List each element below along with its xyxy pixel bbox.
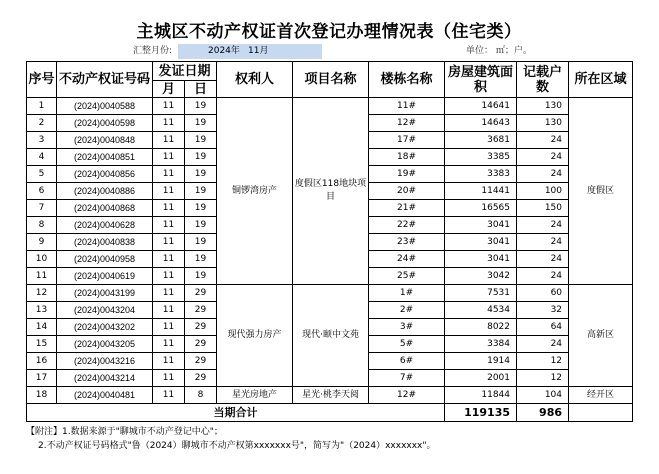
cell-cert-no: (2024)0043199 [57, 285, 153, 302]
cell-owner: 铜锣湾房产 [217, 98, 293, 285]
summary-year: 2024年 [208, 46, 240, 56]
cell-households: 24 [517, 336, 569, 353]
cell-households: 12 [517, 370, 569, 387]
cell-seq: 6 [27, 183, 57, 200]
cell-households: 104 [517, 387, 569, 404]
table-row [27, 98, 633, 115]
cell-cert-no: (2024)0040588 [57, 98, 153, 115]
cell-project: 现代·颐中文苑 [293, 285, 369, 387]
cell-month: 11 [153, 353, 185, 370]
cell-cert-no: (2024)0043214 [57, 370, 153, 387]
table-row [27, 387, 633, 404]
header-day: 日 [185, 81, 217, 98]
cell-cert-no: (2024)0040851 [57, 149, 153, 166]
cell-building: 1# [369, 285, 445, 302]
cell-cert-no: (2024)0043202 [57, 319, 153, 336]
summary-month: 11月 [248, 46, 269, 56]
cell-building: 20# [369, 183, 445, 200]
cell-owner: 现代强力房产 [217, 285, 293, 387]
cell-seq: 15 [27, 336, 57, 353]
cell-day: 19 [185, 149, 217, 166]
cell-cert-no: (2024)0043216 [57, 353, 153, 370]
cell-cert-no: (2024)0040886 [57, 183, 153, 200]
cell-month: 11 [153, 183, 185, 200]
note-1: 【附注】1.数据来源于"聊城市不动产登记中心"； [26, 427, 223, 437]
cell-households: 12 [517, 353, 569, 370]
cell-building: 3# [369, 319, 445, 336]
cell-month: 11 [153, 387, 185, 404]
total-households: 986 [517, 404, 569, 422]
cell-day: 19 [185, 115, 217, 132]
cell-households: 100 [517, 183, 569, 200]
cell-seq: 14 [27, 319, 57, 336]
cell-building: 6# [369, 353, 445, 370]
cell-day: 29 [185, 353, 217, 370]
cell-cert-no: (2024)0040598 [57, 115, 153, 132]
cell-cert-no: (2024)0043205 [57, 336, 153, 353]
cell-seq: 9 [27, 234, 57, 251]
cell-cert-no: (2024)0040628 [57, 217, 153, 234]
cell-building: 12# [369, 387, 445, 404]
cell-area: 3383 [445, 166, 517, 183]
cell-district: 度假区 [569, 98, 633, 285]
cell-cert-no: (2024)0040868 [57, 200, 153, 217]
cell-building: 2# [369, 302, 445, 319]
cell-month: 11 [153, 336, 185, 353]
cell-cert-no: (2024)0043204 [57, 302, 153, 319]
cell-seq: 1 [27, 98, 57, 115]
cell-month: 11 [153, 217, 185, 234]
cell-households: 24 [517, 149, 569, 166]
cell-seq: 8 [27, 217, 57, 234]
cell-building: 7# [369, 370, 445, 387]
cell-day: 19 [185, 183, 217, 200]
notes [26, 425, 632, 453]
registration-table [26, 61, 633, 422]
cell-month: 11 [153, 285, 185, 302]
cell-day: 29 [185, 370, 217, 387]
header-owner: 权利人 [217, 62, 293, 98]
header-seq: 序号 [27, 62, 57, 98]
cell-households: 150 [517, 200, 569, 217]
cell-day: 19 [185, 166, 217, 183]
cell-day: 19 [185, 217, 217, 234]
cell-cert-no: (2024)0040848 [57, 132, 153, 149]
cell-owner: 星光房地产 [217, 387, 293, 404]
cell-area: 14643 [445, 115, 517, 132]
cell-area: 16565 [445, 200, 517, 217]
cell-month: 11 [153, 234, 185, 251]
cell-month: 11 [153, 319, 185, 336]
cell-households: 24 [517, 132, 569, 149]
cell-households: 32 [517, 302, 569, 319]
cell-area: 11441 [445, 183, 517, 200]
cell-building: 22# [369, 217, 445, 234]
summary-bar [26, 44, 632, 59]
page-title: 主城区不动产权证首次登记办理情况表（住宅类） [136, 22, 522, 42]
cell-day: 19 [185, 234, 217, 251]
cell-area: 7531 [445, 285, 517, 302]
cell-seq: 12 [27, 285, 57, 302]
cell-day: 29 [185, 336, 217, 353]
cell-cert-no: (2024)0040481 [57, 387, 153, 404]
header-building: 楼栋名称 [369, 62, 445, 98]
unit-label: 单位： ㎡；户。 [466, 46, 532, 56]
cell-households: 24 [517, 268, 569, 285]
cell-seq: 13 [27, 302, 57, 319]
cell-area: 4534 [445, 302, 517, 319]
cell-day: 19 [185, 98, 217, 115]
cell-day: 19 [185, 132, 217, 149]
cell-households: 24 [517, 217, 569, 234]
cell-area: 8022 [445, 319, 517, 336]
cell-area: 2001 [445, 370, 517, 387]
cell-area: 14641 [445, 98, 517, 115]
cell-seq: 17 [27, 370, 57, 387]
header-area: 房屋建筑面积 [445, 62, 517, 98]
cell-day: 29 [185, 302, 217, 319]
cell-cert-no: (2024)0040958 [57, 251, 153, 268]
cell-households: 64 [517, 319, 569, 336]
cell-area: 3385 [445, 149, 517, 166]
cell-project: 星光·桃李天阅 [293, 387, 369, 404]
note-2: 2.不动产权证号码格式"鲁（2024）聊城市不动产权第xxxxxxx号"，简写为"（2024）xxxxxxx"。 [38, 441, 436, 451]
cell-month: 11 [153, 268, 185, 285]
cell-area: 3041 [445, 251, 517, 268]
cell-month: 11 [153, 251, 185, 268]
cell-seq: 16 [27, 353, 57, 370]
cell-area: 3042 [445, 268, 517, 285]
cell-building: 19# [369, 166, 445, 183]
header-district: 所在区域 [569, 62, 633, 98]
cell-cert-no: (2024)0040619 [57, 268, 153, 285]
cell-cert-no: (2024)0040838 [57, 234, 153, 251]
cell-day: 19 [185, 268, 217, 285]
cell-day: 19 [185, 251, 217, 268]
cell-month: 11 [153, 115, 185, 132]
header-month: 月 [153, 81, 185, 98]
cell-seq: 3 [27, 132, 57, 149]
cell-households: 130 [517, 98, 569, 115]
cell-seq: 7 [27, 200, 57, 217]
cell-month: 11 [153, 302, 185, 319]
total-area: 119135 [445, 404, 517, 422]
cell-seq: 11 [27, 268, 57, 285]
header-cert-no: 不动产权证号码 [57, 62, 153, 98]
cell-building: 12# [369, 115, 445, 132]
cell-building: 23# [369, 234, 445, 251]
cell-area: 1914 [445, 353, 517, 370]
cell-day: 29 [185, 285, 217, 302]
cell-households: 130 [517, 115, 569, 132]
cell-month: 11 [153, 132, 185, 149]
total-row [27, 404, 633, 422]
cell-area: 11844 [445, 387, 517, 404]
cell-area: 3041 [445, 217, 517, 234]
cell-month: 11 [153, 98, 185, 115]
cell-area: 3384 [445, 336, 517, 353]
table-row [27, 285, 633, 302]
cell-day: 19 [185, 200, 217, 217]
cell-day: 29 [185, 319, 217, 336]
cell-cert-no: (2024)0040856 [57, 166, 153, 183]
cell-month: 11 [153, 370, 185, 387]
header-issue-date: 发证日期 [153, 62, 217, 81]
cell-building: 25# [369, 268, 445, 285]
total-label: 当期合计 [27, 404, 445, 422]
cell-households: 24 [517, 234, 569, 251]
cell-district: 高新区 [569, 285, 633, 387]
cell-seq: 18 [27, 387, 57, 404]
cell-month: 11 [153, 200, 185, 217]
cell-building: 21# [369, 200, 445, 217]
cell-area: 3041 [445, 234, 517, 251]
cell-building: 11# [369, 98, 445, 115]
cell-seq: 4 [27, 149, 57, 166]
cell-project: 度假区118地块项目 [293, 98, 369, 285]
cell-seq: 5 [27, 166, 57, 183]
summary-month-field[interactable] [178, 44, 322, 59]
cell-building: 18# [369, 149, 445, 166]
header-project: 项目名称 [293, 62, 369, 98]
summary-month-label: 汇整月份: [132, 46, 172, 56]
cell-seq: 2 [27, 115, 57, 132]
cell-area: 3681 [445, 132, 517, 149]
cell-households: 24 [517, 166, 569, 183]
header-households: 记载户数 [517, 62, 569, 98]
cell-seq: 10 [27, 251, 57, 268]
cell-building: 24# [369, 251, 445, 268]
cell-building: 5# [369, 336, 445, 353]
cell-day: 8 [185, 387, 217, 404]
cell-building: 17# [369, 132, 445, 149]
cell-households: 60 [517, 285, 569, 302]
cell-month: 11 [153, 149, 185, 166]
cell-month: 11 [153, 166, 185, 183]
cell-district: 经开区 [569, 387, 633, 404]
cell-households: 24 [517, 251, 569, 268]
